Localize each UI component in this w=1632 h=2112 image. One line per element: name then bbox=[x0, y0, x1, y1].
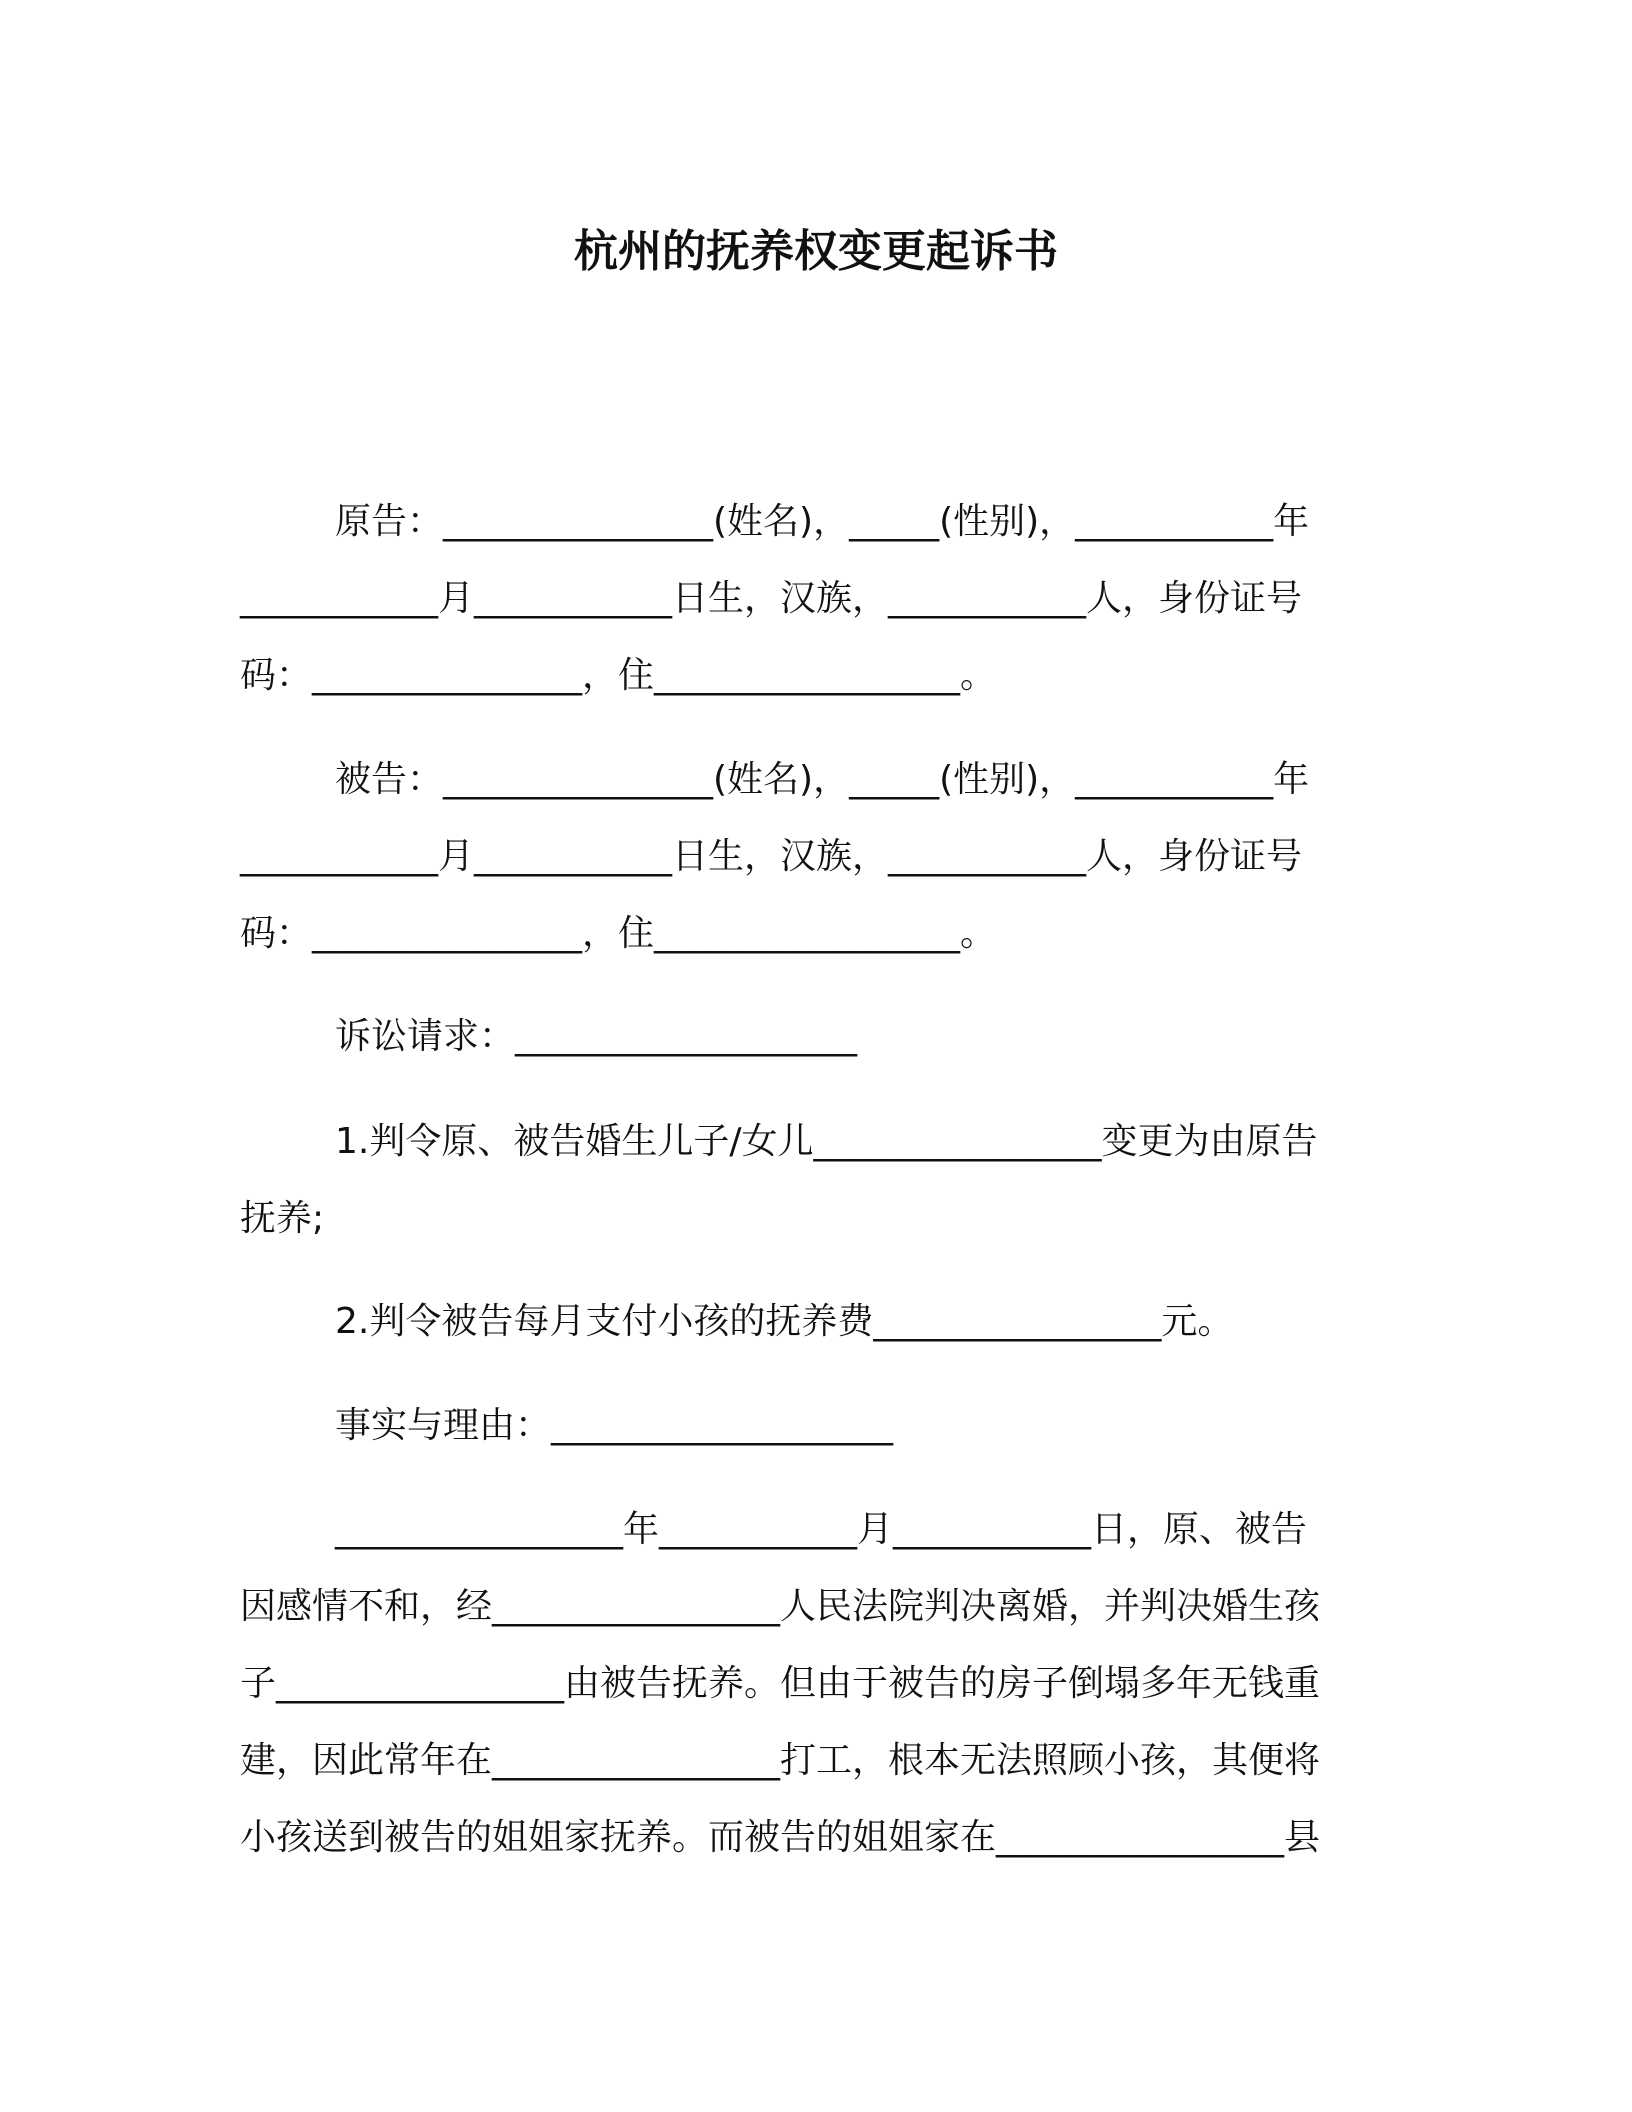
claim-1-line-1: 1.判令原、被告婚生儿子/女儿________________变更为由原告 bbox=[335, 1121, 1318, 1162]
facts-line-2: 因感情不和，经________________人民法院判决离婚，并判决婚生孩 bbox=[240, 1586, 1321, 1627]
document-title: 杭州的抚养权变更起诉书 bbox=[574, 226, 1058, 277]
plaintiff-line-3: 码：_______________，住_________________。 bbox=[240, 655, 996, 696]
plaintiff-line-1: 原告：_______________(姓名)，_____(性别)，___________年 bbox=[335, 501, 1310, 542]
defendant-line-2: ___________月___________日生，汉族，___________人，身份证号 bbox=[240, 836, 1303, 877]
claim-2: 2.判令被告每月支付小孩的抚养费________________元。 bbox=[335, 1301, 1234, 1342]
defendant-line-1: 被告：_______________(姓名)，_____(性别)，___________年 bbox=[335, 759, 1310, 800]
facts-line-4: 建，因此常年在________________打工，根本无法照顾小孩，其便将 bbox=[240, 1740, 1321, 1781]
facts-heading: 事实与理由：___________________ bbox=[335, 1405, 894, 1446]
facts-line-3: 子________________由被告抚养。但由于被告的房子倒塌多年无钱重 bbox=[240, 1663, 1321, 1704]
claim-1-line-2: 抚养; bbox=[240, 1198, 325, 1239]
defendant-line-3: 码：_______________，住_________________。 bbox=[240, 913, 996, 954]
claims-heading: 诉讼请求：___________________ bbox=[335, 1016, 858, 1057]
facts-line-5: 小孩送到被告的姐姐家抚养。而被告的姐姐家在________________县 bbox=[240, 1817, 1321, 1858]
facts-line-1: ________________年___________月___________日，原、被告 bbox=[335, 1509, 1308, 1550]
plaintiff-line-2: ___________月___________日生，汉族，___________人，身份证号 bbox=[240, 578, 1303, 619]
